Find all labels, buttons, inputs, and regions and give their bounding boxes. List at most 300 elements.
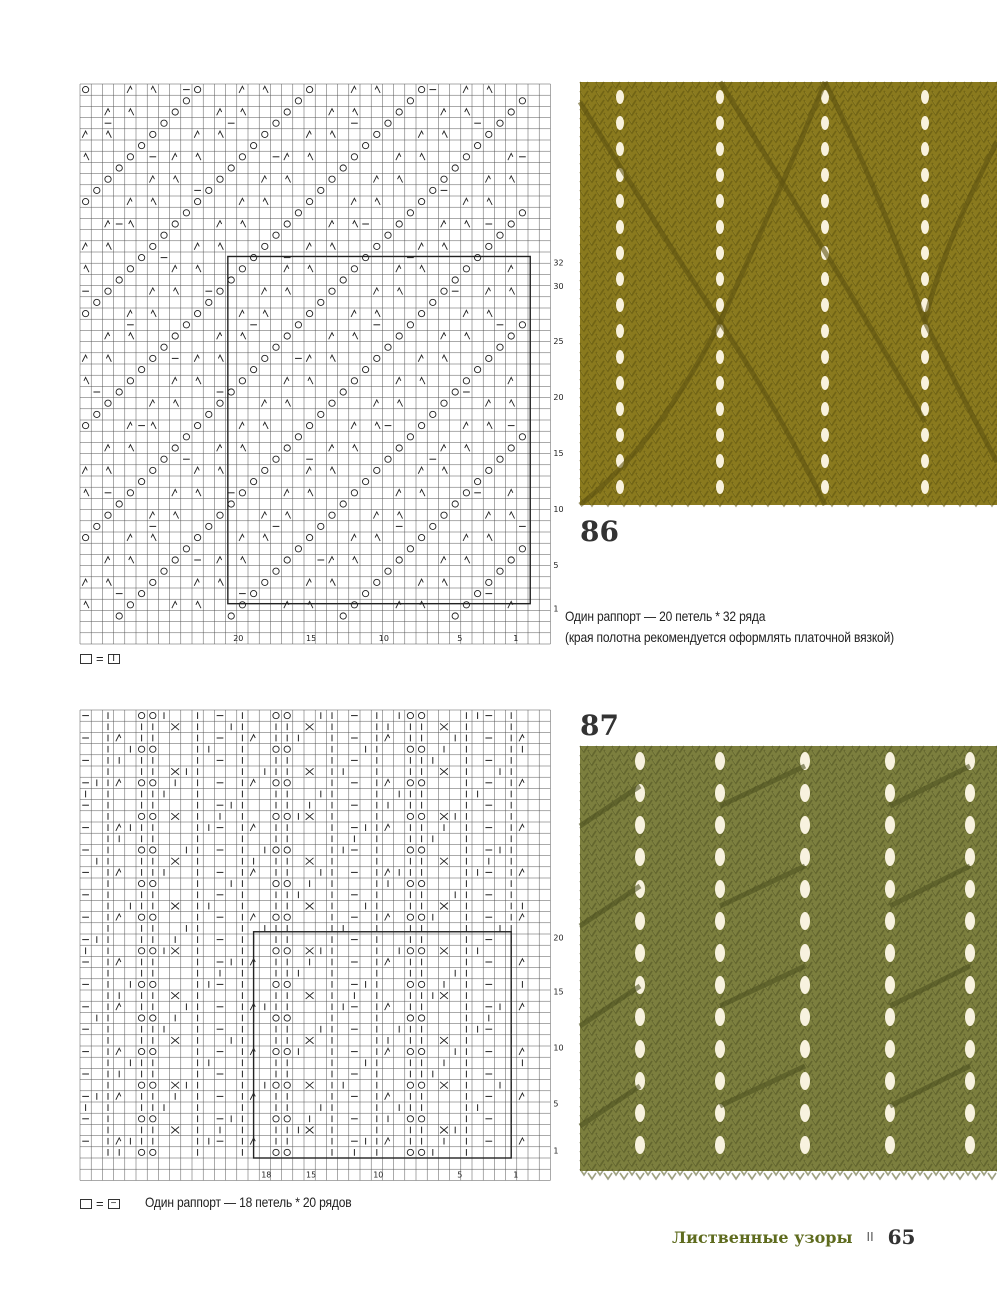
decrease-left-symbol xyxy=(329,109,334,116)
caption-86-line2: (края полотна рекомендуется оформлять платочной вязкой) xyxy=(565,629,894,645)
decrease-left-symbol xyxy=(396,265,401,272)
chart-87-col-label: 15 xyxy=(306,1170,317,1180)
yarn-over-symbol xyxy=(273,1048,279,1054)
chart-86-row-label: 15 xyxy=(553,448,564,458)
knit-stitch-icon: I xyxy=(108,654,120,664)
cross-symbol xyxy=(306,813,314,820)
cross-symbol xyxy=(171,858,179,865)
yarn-over-symbol xyxy=(463,602,469,608)
yarn-over-symbol xyxy=(362,478,368,484)
yarn-over-symbol xyxy=(362,142,368,148)
decrease-left-symbol xyxy=(351,198,356,205)
yarn-over-symbol xyxy=(407,1015,413,1021)
yarn-over-symbol xyxy=(284,333,290,339)
yarn-over-symbol xyxy=(138,1149,144,1155)
decrease-right-symbol xyxy=(84,377,89,384)
yarn-over-symbol xyxy=(407,948,413,954)
yarn-over-symbol xyxy=(262,467,268,473)
yarn-over-symbol xyxy=(150,914,156,920)
yarn-over-symbol xyxy=(150,1149,156,1155)
yarn-over-symbol xyxy=(150,579,156,585)
decrease-left-symbol xyxy=(284,153,289,160)
yarn-over-symbol xyxy=(172,333,178,339)
yarn-over-symbol xyxy=(273,880,279,886)
decrease-left-symbol xyxy=(194,579,199,586)
decrease-left-symbol xyxy=(329,221,334,228)
cross-symbol xyxy=(306,903,314,910)
decrease-right-symbol xyxy=(129,445,134,452)
decrease-left-symbol xyxy=(396,153,401,160)
decrease-right-symbol xyxy=(465,445,470,452)
decrease-left-symbol xyxy=(418,467,423,474)
decrease-right-symbol xyxy=(218,243,223,250)
yarn-over-symbol xyxy=(172,445,178,451)
yarn-over-symbol xyxy=(430,523,436,529)
yarn-over-symbol xyxy=(138,1116,144,1122)
cross-symbol xyxy=(306,1082,314,1089)
decrease-left-symbol xyxy=(441,221,446,228)
decrease-left-symbol xyxy=(351,534,356,541)
decrease-left-symbol xyxy=(385,869,390,876)
decrease-right-symbol xyxy=(263,198,268,205)
yarn-over-symbol xyxy=(138,712,144,718)
decrease-left-symbol xyxy=(463,86,468,93)
decrease-left-symbol xyxy=(116,1093,121,1100)
yarn-over-symbol xyxy=(228,277,234,283)
decrease-right-symbol xyxy=(308,601,313,608)
decrease-left-symbol xyxy=(519,1093,524,1100)
decrease-right-symbol xyxy=(420,601,425,608)
decrease-right-symbol xyxy=(196,601,201,608)
decrease-right-symbol xyxy=(84,489,89,496)
yarn-over-symbol xyxy=(284,914,290,920)
yarn-over-symbol xyxy=(172,557,178,563)
chart-86-row-label: 25 xyxy=(553,336,564,346)
decrease-right-symbol xyxy=(129,557,134,564)
cross-symbol xyxy=(306,992,314,999)
yarn-over-symbol xyxy=(150,467,156,473)
decrease-left-symbol xyxy=(127,310,132,317)
photo-87 xyxy=(580,746,997,1171)
page-number: 65 xyxy=(887,1225,916,1249)
yarn-over-symbol xyxy=(463,378,469,384)
yarn-over-symbol xyxy=(407,546,413,552)
decrease-right-symbol xyxy=(465,109,470,116)
decrease-right-symbol xyxy=(353,445,358,452)
decrease-left-symbol xyxy=(441,445,446,452)
yarn-over-symbol xyxy=(497,568,503,574)
yarn-over-symbol xyxy=(351,602,357,608)
cross-symbol xyxy=(306,723,314,730)
yarn-over-symbol xyxy=(497,120,503,126)
yarn-over-symbol xyxy=(407,1048,413,1054)
cross-symbol xyxy=(171,992,179,999)
yarn-over-symbol xyxy=(194,422,200,428)
yarn-over-symbol xyxy=(138,746,144,752)
yarn-over-symbol xyxy=(127,378,133,384)
yarn-over-symbol xyxy=(206,187,212,193)
yarn-over-symbol xyxy=(362,366,368,372)
yarn-over-symbol xyxy=(284,981,290,987)
decrease-left-symbol xyxy=(149,512,154,519)
decrease-right-symbol xyxy=(129,221,134,228)
decrease-left-symbol xyxy=(284,265,289,272)
yarn-over-symbol xyxy=(250,366,256,372)
yarn-over-symbol xyxy=(150,746,156,752)
yarn-over-symbol xyxy=(194,534,200,540)
decrease-right-symbol xyxy=(174,176,179,183)
yarn-over-symbol xyxy=(351,266,357,272)
decrease-left-symbol xyxy=(485,288,490,295)
decrease-left-symbol xyxy=(519,735,524,742)
decrease-left-symbol xyxy=(116,735,121,742)
cross-symbol xyxy=(171,947,179,954)
decrease-left-symbol xyxy=(82,467,87,474)
decrease-left-symbol xyxy=(418,355,423,362)
decrease-right-symbol xyxy=(196,153,201,160)
yarn-over-symbol xyxy=(284,948,290,954)
yarn-over-symbol xyxy=(295,546,301,552)
decrease-right-symbol xyxy=(174,512,179,519)
decrease-left-symbol xyxy=(396,489,401,496)
yarn-over-symbol xyxy=(183,322,189,328)
yarn-over-symbol xyxy=(306,86,312,92)
decrease-left-symbol xyxy=(306,579,311,586)
yarn-over-symbol xyxy=(206,523,212,529)
yarn-over-symbol xyxy=(374,579,380,585)
yarn-over-symbol xyxy=(262,131,268,137)
yarn-over-symbol xyxy=(430,299,436,305)
yarn-over-symbol xyxy=(138,780,144,786)
yarn-over-symbol xyxy=(295,98,301,104)
decrease-left-symbol xyxy=(105,557,110,564)
yarn-over-symbol xyxy=(206,299,212,305)
decrease-right-symbol xyxy=(151,86,156,93)
decrease-right-symbol xyxy=(442,467,447,474)
decrease-left-symbol xyxy=(519,914,524,921)
decrease-right-symbol xyxy=(241,333,246,340)
chart-86-col-label: 10 xyxy=(378,634,389,643)
yarn-over-symbol xyxy=(407,847,413,853)
yarn-over-symbol xyxy=(150,981,156,987)
yarn-over-symbol xyxy=(306,198,312,204)
decrease-left-symbol xyxy=(373,400,378,407)
decrease-left-symbol xyxy=(194,243,199,250)
chart-86-row-label: 5 xyxy=(553,560,559,570)
decrease-left-symbol xyxy=(519,1138,524,1145)
chart-87-col-label: 1 xyxy=(513,1170,519,1180)
yarn-over-symbol xyxy=(329,400,335,406)
yarn-over-symbol xyxy=(217,176,223,182)
yarn-over-symbol xyxy=(374,131,380,137)
decrease-left-symbol xyxy=(116,869,121,876)
yarn-over-symbol xyxy=(228,165,234,171)
yarn-over-symbol xyxy=(508,109,514,115)
yarn-over-symbol xyxy=(150,1116,156,1122)
decrease-right-symbol xyxy=(487,86,492,93)
cross-symbol xyxy=(440,1082,448,1089)
purl-stitch-icon: − xyxy=(108,1199,120,1209)
decrease-left-symbol xyxy=(172,265,177,272)
yarn-over-symbol xyxy=(150,131,156,137)
yarn-over-symbol xyxy=(407,434,413,440)
yarn-over-symbol xyxy=(407,98,413,104)
decrease-right-symbol xyxy=(151,534,156,541)
yarn-over-symbol xyxy=(228,389,234,395)
yarn-over-symbol xyxy=(116,613,122,619)
yarn-over-symbol xyxy=(407,780,413,786)
yarn-over-symbol xyxy=(228,501,234,507)
yarn-over-symbol xyxy=(418,813,424,819)
yarn-over-symbol xyxy=(396,221,402,227)
yarn-over-symbol xyxy=(418,1048,424,1054)
photo-86 xyxy=(580,82,997,505)
yarn-over-symbol xyxy=(127,266,133,272)
yarn-over-symbol xyxy=(194,86,200,92)
decrease-left-symbol xyxy=(217,557,222,564)
decrease-left-symbol xyxy=(418,579,423,586)
decrease-right-symbol xyxy=(510,512,515,519)
yarn-over-symbol xyxy=(150,1048,156,1054)
decrease-left-symbol xyxy=(385,779,390,786)
yarn-over-symbol xyxy=(486,355,492,361)
decrease-left-symbol xyxy=(127,422,132,429)
yarn-over-symbol xyxy=(94,523,100,529)
yarn-over-symbol xyxy=(217,512,223,518)
yarn-over-symbol xyxy=(396,445,402,451)
yarn-over-symbol xyxy=(463,154,469,160)
decrease-right-symbol xyxy=(84,153,89,160)
yarn-over-symbol xyxy=(138,1082,144,1088)
cross-symbol xyxy=(440,992,448,999)
yarn-over-symbol xyxy=(250,254,256,260)
decrease-left-symbol xyxy=(217,109,222,116)
yarn-over-symbol xyxy=(127,602,133,608)
decrease-right-symbol xyxy=(308,377,313,384)
decrease-left-symbol xyxy=(329,445,334,452)
decrease-left-symbol xyxy=(127,86,132,93)
yarn-over-symbol xyxy=(273,1082,279,1088)
yarn-over-symbol xyxy=(284,221,290,227)
decrease-left-symbol xyxy=(306,131,311,138)
yarn-over-symbol xyxy=(430,411,436,417)
yarn-over-symbol xyxy=(374,243,380,249)
decrease-right-symbol xyxy=(218,131,223,138)
decrease-right-symbol xyxy=(330,243,335,250)
yarn-over-symbol xyxy=(138,1015,144,1021)
decrease-left-symbol xyxy=(485,400,490,407)
decrease-right-symbol xyxy=(106,131,111,138)
decrease-right-symbol xyxy=(487,422,492,429)
decrease-left-symbol xyxy=(116,824,121,831)
decrease-left-symbol xyxy=(284,377,289,384)
yarn-over-symbol xyxy=(273,456,279,462)
decrease-left-symbol xyxy=(519,824,524,831)
chart-86-grid xyxy=(80,84,550,644)
yarn-over-symbol xyxy=(82,198,88,204)
yarn-over-symbol xyxy=(273,120,279,126)
decrease-right-symbol xyxy=(442,355,447,362)
decrease-left-symbol xyxy=(463,422,468,429)
yarn-over-symbol xyxy=(150,1082,156,1088)
decrease-left-symbol xyxy=(172,153,177,160)
yarn-over-symbol xyxy=(284,746,290,752)
yarn-over-symbol xyxy=(228,613,234,619)
yarn-over-symbol xyxy=(161,456,167,462)
decrease-left-symbol xyxy=(508,377,513,384)
decrease-right-symbol xyxy=(263,422,268,429)
decrease-left-symbol xyxy=(351,422,356,429)
yarn-over-symbol xyxy=(150,847,156,853)
yarn-over-symbol xyxy=(340,165,346,171)
yarn-over-symbol xyxy=(441,288,447,294)
yarn-over-symbol xyxy=(452,277,458,283)
yarn-over-symbol xyxy=(239,602,245,608)
yarn-over-symbol xyxy=(418,534,424,540)
decrease-left-symbol xyxy=(508,489,513,496)
yarn-over-symbol xyxy=(519,210,525,216)
decrease-left-symbol xyxy=(396,377,401,384)
cross-symbol xyxy=(306,858,314,865)
decrease-left-symbol xyxy=(116,914,121,921)
decrease-left-symbol xyxy=(441,333,446,340)
yarn-over-symbol xyxy=(273,232,279,238)
decrease-left-symbol xyxy=(250,1138,255,1145)
yarn-over-symbol xyxy=(418,746,424,752)
yarn-over-symbol xyxy=(250,478,256,484)
yarn-over-symbol xyxy=(94,187,100,193)
decrease-right-symbol xyxy=(106,243,111,250)
yarn-over-symbol xyxy=(418,1116,424,1122)
cross-symbol xyxy=(171,1037,179,1044)
chart-87-row-label: 15 xyxy=(553,987,564,997)
yarn-over-symbol xyxy=(284,780,290,786)
decrease-left-symbol xyxy=(351,310,356,317)
cross-symbol xyxy=(171,1082,179,1089)
decrease-left-symbol xyxy=(239,310,244,317)
decrease-right-symbol xyxy=(263,310,268,317)
decrease-right-symbol xyxy=(420,377,425,384)
yarn-over-symbol xyxy=(250,590,256,596)
decrease-left-symbol xyxy=(82,243,87,250)
decrease-right-symbol xyxy=(286,288,291,295)
decrease-left-symbol xyxy=(194,355,199,362)
yarn-over-symbol xyxy=(418,198,424,204)
chart-86-row-label: 1 xyxy=(553,604,559,614)
yarn-over-symbol xyxy=(273,1116,279,1122)
yarn-over-symbol xyxy=(306,422,312,428)
yarn-over-symbol xyxy=(194,198,200,204)
yarn-over-symbol xyxy=(407,746,413,752)
decrease-left-symbol xyxy=(508,601,513,608)
decrease-left-symbol xyxy=(239,422,244,429)
decrease-left-symbol xyxy=(385,1003,390,1010)
yarn-over-symbol xyxy=(486,131,492,137)
chart-86-col-label: 5 xyxy=(457,634,463,643)
decrease-left-symbol xyxy=(485,176,490,183)
yarn-over-symbol xyxy=(418,948,424,954)
yarn-over-symbol xyxy=(138,366,144,372)
yarn-over-symbol xyxy=(161,344,167,350)
yarn-over-symbol xyxy=(318,187,324,193)
decrease-right-symbol xyxy=(442,579,447,586)
decrease-right-symbol xyxy=(330,579,335,586)
yarn-over-symbol xyxy=(183,434,189,440)
yarn-over-symbol xyxy=(161,120,167,126)
yarn-over-symbol xyxy=(396,109,402,115)
yarn-over-symbol xyxy=(94,299,100,305)
yarn-over-symbol xyxy=(340,613,346,619)
yarn-over-symbol xyxy=(172,221,178,227)
decrease-left-symbol xyxy=(306,467,311,474)
yarn-over-symbol xyxy=(138,142,144,148)
yarn-over-symbol xyxy=(362,254,368,260)
yarn-over-symbol xyxy=(150,948,156,954)
yarn-over-symbol xyxy=(340,277,346,283)
decrease-right-symbol xyxy=(353,557,358,564)
decrease-left-symbol xyxy=(329,557,334,564)
yarn-over-symbol xyxy=(250,142,256,148)
decrease-left-symbol xyxy=(250,824,255,831)
caption-87: Один раппорт — 18 петель * 20 рядов xyxy=(145,1194,352,1210)
yarn-over-symbol xyxy=(127,154,133,160)
yarn-over-symbol xyxy=(407,1082,413,1088)
decrease-left-symbol xyxy=(385,1048,390,1055)
yarn-over-symbol xyxy=(284,712,290,718)
decrease-left-symbol xyxy=(82,131,87,138)
yarn-over-symbol xyxy=(116,277,122,283)
yarn-over-symbol xyxy=(385,232,391,238)
decrease-right-symbol xyxy=(151,310,156,317)
yarn-over-symbol xyxy=(138,880,144,886)
yarn-over-symbol xyxy=(262,579,268,585)
decrease-right-symbol xyxy=(218,355,223,362)
chart-87-col-label: 10 xyxy=(373,1170,384,1180)
yarn-over-symbol xyxy=(105,288,111,294)
decrease-left-symbol xyxy=(116,1048,121,1055)
yarn-over-symbol xyxy=(407,210,413,216)
yarn-over-symbol xyxy=(407,322,413,328)
yarn-over-symbol xyxy=(161,232,167,238)
yarn-over-symbol xyxy=(94,411,100,417)
decrease-left-symbol xyxy=(373,176,378,183)
decrease-right-symbol xyxy=(286,176,291,183)
yarn-over-symbol xyxy=(407,813,413,819)
decrease-left-symbol xyxy=(396,601,401,608)
yarn-over-symbol xyxy=(150,880,156,886)
yarn-over-symbol xyxy=(351,154,357,160)
yarn-over-symbol xyxy=(486,467,492,473)
yarn-over-symbol xyxy=(474,254,480,260)
decrease-right-symbol xyxy=(286,400,291,407)
decrease-left-symbol xyxy=(385,1093,390,1100)
decrease-right-symbol xyxy=(151,422,156,429)
yarn-over-symbol xyxy=(284,847,290,853)
decrease-left-symbol xyxy=(261,512,266,519)
yarn-over-symbol xyxy=(508,333,514,339)
decrease-right-symbol xyxy=(398,176,403,183)
yarn-over-symbol xyxy=(217,288,223,294)
yarn-over-symbol xyxy=(486,243,492,249)
yarn-over-symbol xyxy=(273,568,279,574)
yarn-over-symbol xyxy=(82,422,88,428)
decrease-left-symbol xyxy=(373,512,378,519)
decrease-left-symbol xyxy=(194,131,199,138)
cross-symbol xyxy=(440,858,448,865)
decrease-left-symbol xyxy=(385,735,390,742)
decrease-left-symbol xyxy=(172,489,177,496)
decrease-right-symbol xyxy=(263,534,268,541)
